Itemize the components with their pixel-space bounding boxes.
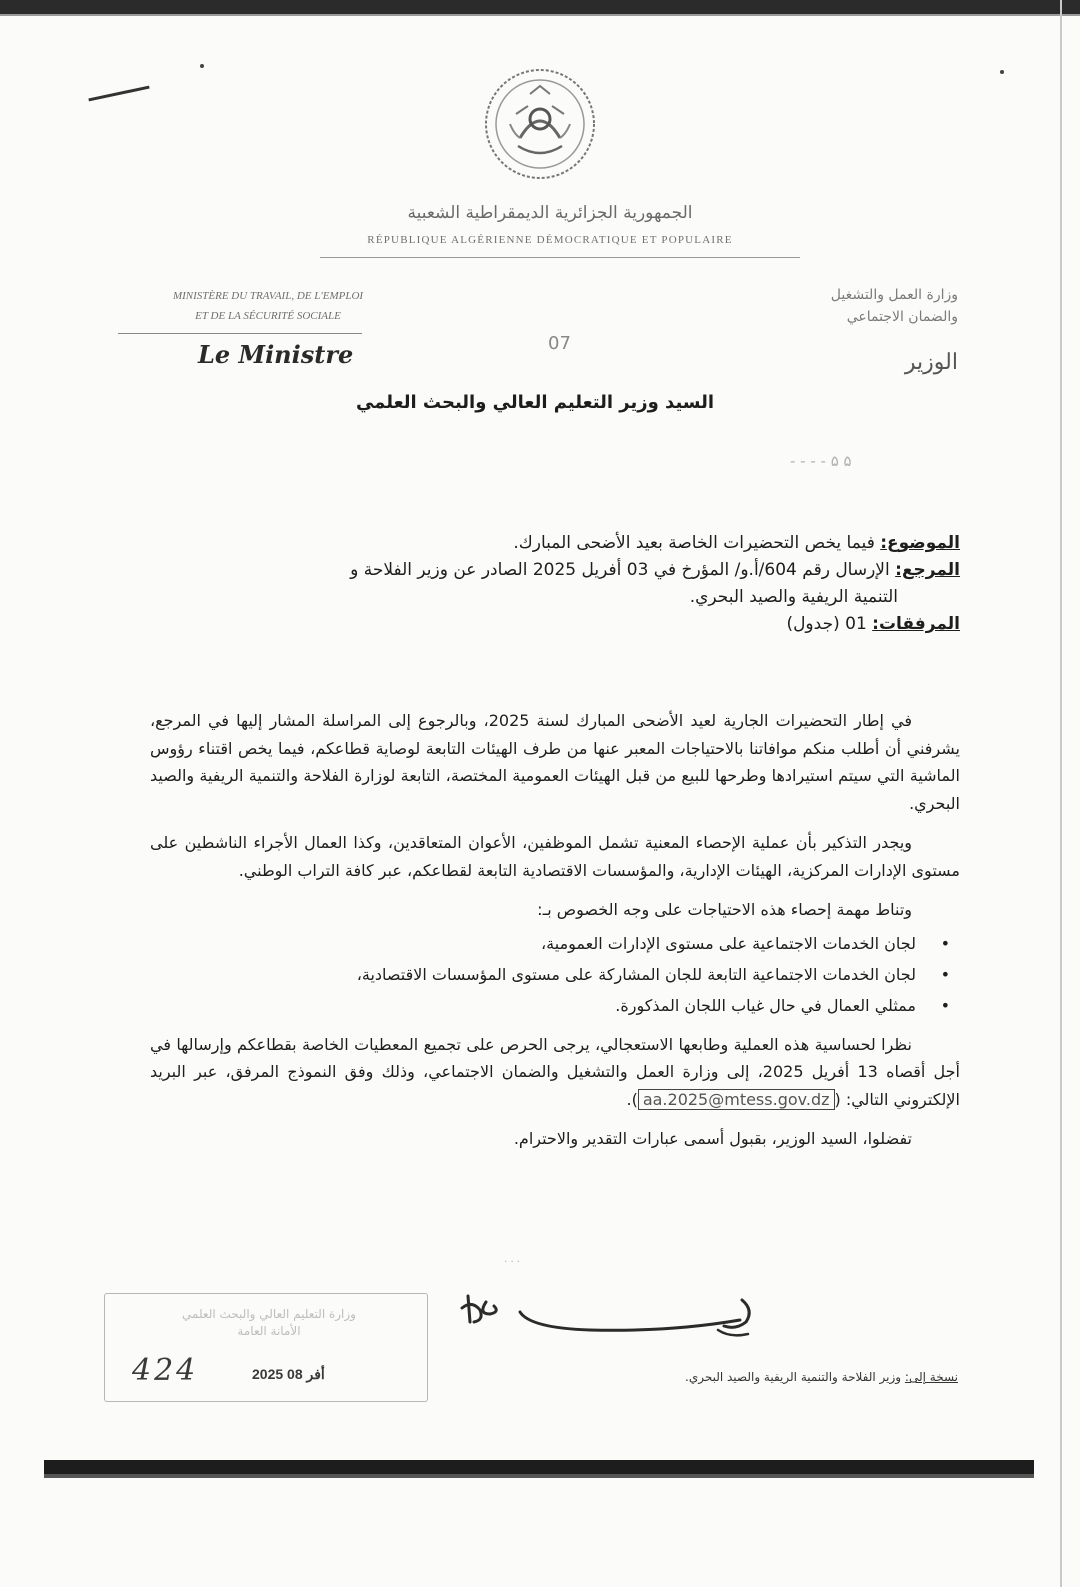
- national-emblem-icon: [480, 64, 600, 184]
- reference-label: المرجع:: [895, 560, 960, 580]
- scan-bottom-bar: [44, 1460, 1034, 1474]
- ministry-divider: [118, 333, 362, 334]
- stamp-text-line1: وزارة التعليم العالي والبحث العلمي: [182, 1307, 356, 1321]
- stamp-text-line2: الأمانة العامة: [237, 1324, 301, 1338]
- bullet-list: [150, 928, 960, 1021]
- body-paragraph-1: في إطار التحضيرات الجارية لعيد الأضحى المبارك لسنة 2025، وبالرجوع إلى المراسلة المشار إليها في المرجع، يشرفني أن أطلب منكم موافاتنا بالاحتياجات المعبر عنها من طرف الهيئات التابعة لوصاية قطاعكم، فيما يخص اقتناء رؤوس الماشية التي سيتم استيرادها وطرحها للبيع من قبل الهيئات العمومية المختصة، التابعة لوزارة الفلاحة والتنمية الريفية والصيد البحري.: [150, 711, 960, 813]
- subject-label: الموضوع:: [880, 533, 960, 553]
- ministry-name-french-line2: ET DE LA SÉCURITÉ SOCIALE: [195, 310, 341, 322]
- body-paragraph-4-text: نظرا لحساسية هذه العملية وطابعها الاستعجالي، يرجى الحرص على تجميع المعطيات الخاصة بقطاعكم وإرسالها في أجل أقصاه 13 أفريل 2025، إلى وزارة العمل والتشغيل والضمان الاجتماعي، وذلك وفق النموذج المرفق، عبر البريد الإلكتروني التالي:: [150, 1034, 960, 1109]
- bullet-icon: •: [940, 995, 950, 1015]
- scan-dot: [1000, 70, 1004, 74]
- email-address: aa.2025@mtess.gov.dz: [638, 1089, 835, 1110]
- reference-text: الإرسال رقم 604/أ.و/ المؤرخ في 03 أفريل 2025 الصادر عن وزير الفلاحة و: [350, 560, 890, 580]
- body-paragraph-2: ويجدر التذكير بأن عملية الإحصاء المعنية تشمل الموظفين، الأعوان المتعاقدين، وكذا العمال الأجراء الناشطين على مستوى الإدارات المركزية، الهيئات الإدارية، والمؤسسات الاقتصادية التابعة لقطاعكم، عبر كافة التراب الوطني.: [150, 833, 960, 880]
- list-item: [150, 959, 950, 990]
- attachments-row: [150, 611, 960, 638]
- list-item-text: لجان الخدمات الاجتماعية على مستوى الإدارات العمومية،: [541, 933, 916, 953]
- stamp-text: [124, 1306, 414, 1340]
- header-divider: [320, 257, 800, 258]
- scan-bottom-bar-shadow: [44, 1474, 1034, 1478]
- body-paragraph-3: وتناط مهمة إحصاء هذه الاحتياجات على وجه الخصوص بـ:: [537, 900, 912, 919]
- republic-name-arabic: الجمهورية الجزائرية الديمقراطية الشعبية: [407, 203, 693, 223]
- signature-image: [450, 1270, 770, 1360]
- republic-name-french: RÉPUBLIQUE ALGÉRIENNE DÉMOCRATIQUE ET POPULAIRE: [367, 234, 733, 246]
- faint-scan-marks: - - - - ۵ ۵: [790, 452, 852, 470]
- stamp-date: 2025 أفر 08: [252, 1366, 325, 1382]
- letter-metadata: [150, 530, 960, 638]
- ministry-name-arabic-line2: والضمان الاجتماعي: [846, 309, 958, 325]
- scan-dot: [200, 64, 204, 68]
- closing-paragraph: تفضلوا، السيد الوزير، بقبول أسمى عبارات التقدير والاحترام.: [513, 1129, 912, 1148]
- copy-to-label: نسخة إلى:: [904, 1370, 958, 1384]
- list-item-text: ممثلي العمال في حال غياب اللجان المذكورة.: [615, 995, 916, 1015]
- list-item: [150, 990, 950, 1021]
- copy-to: [540, 1370, 958, 1384]
- ministry-title-arabic: الوزير: [904, 350, 958, 375]
- pen-mark: [88, 86, 149, 102]
- stamp-registration-number: 424: [132, 1353, 199, 1388]
- scan-right-edge: [1060, 0, 1062, 1587]
- subject-text: فيما يخص التحضيرات الخاصة بعيد الأضحى المبارك.: [513, 533, 875, 553]
- copy-to-text: وزير الفلاحة والتنمية الريفية والصيد البحري.: [685, 1370, 902, 1384]
- ministry-title-french: Le Ministre: [198, 340, 354, 369]
- attachments-text: 01 (جدول): [786, 614, 867, 634]
- ministry-name-french-line1: MINISTÈRE DU TRAVAIL, DE L'EMPLOI: [172, 290, 364, 302]
- subject-row: [150, 530, 960, 557]
- ministry-name-arabic-line1: وزارة العمل والتشغيل: [830, 287, 958, 303]
- letter-body: [150, 707, 960, 1165]
- bullet-icon: •: [940, 964, 950, 984]
- ministry-name-french: [118, 286, 418, 326]
- body-paragraph-4: نظرا لحساسية هذه العملية وطابعها الاستعجالي، يرجى الحرص على تجميع المعطيات الخاصة بقطاعكم وإرسالها في أجل أقصاه 13 أفريل 2025، إلى وزارة العمل والتشغيل والضمان الاجتماعي، وذلك وفق النموذج المرفق، عبر البريد الإلكتروني التالي: (aa.2025@mtess.gov.dz).: [150, 1034, 960, 1109]
- attachments-label: المرفقات:: [872, 614, 960, 634]
- ministry-name-arabic: [700, 284, 958, 328]
- scan-top-edge: [0, 0, 1080, 14]
- faint-scan-marks: . . .: [504, 1254, 520, 1265]
- reference-number: 07: [548, 333, 571, 354]
- reference-text-continued: التنمية الريفية والصيد البحري.: [689, 587, 898, 607]
- list-item: [150, 928, 950, 959]
- reference-row: [150, 557, 960, 584]
- scan-top-edge-line: [0, 14, 1080, 16]
- bullet-icon: •: [940, 933, 950, 953]
- list-item-text: لجان الخدمات الاجتماعية التابعة للجان المشاركة على مستوى المؤسسات الاقتصادية،: [356, 964, 916, 984]
- addressee: السيد وزير التعليم العالي والبحث العلمي: [355, 392, 715, 413]
